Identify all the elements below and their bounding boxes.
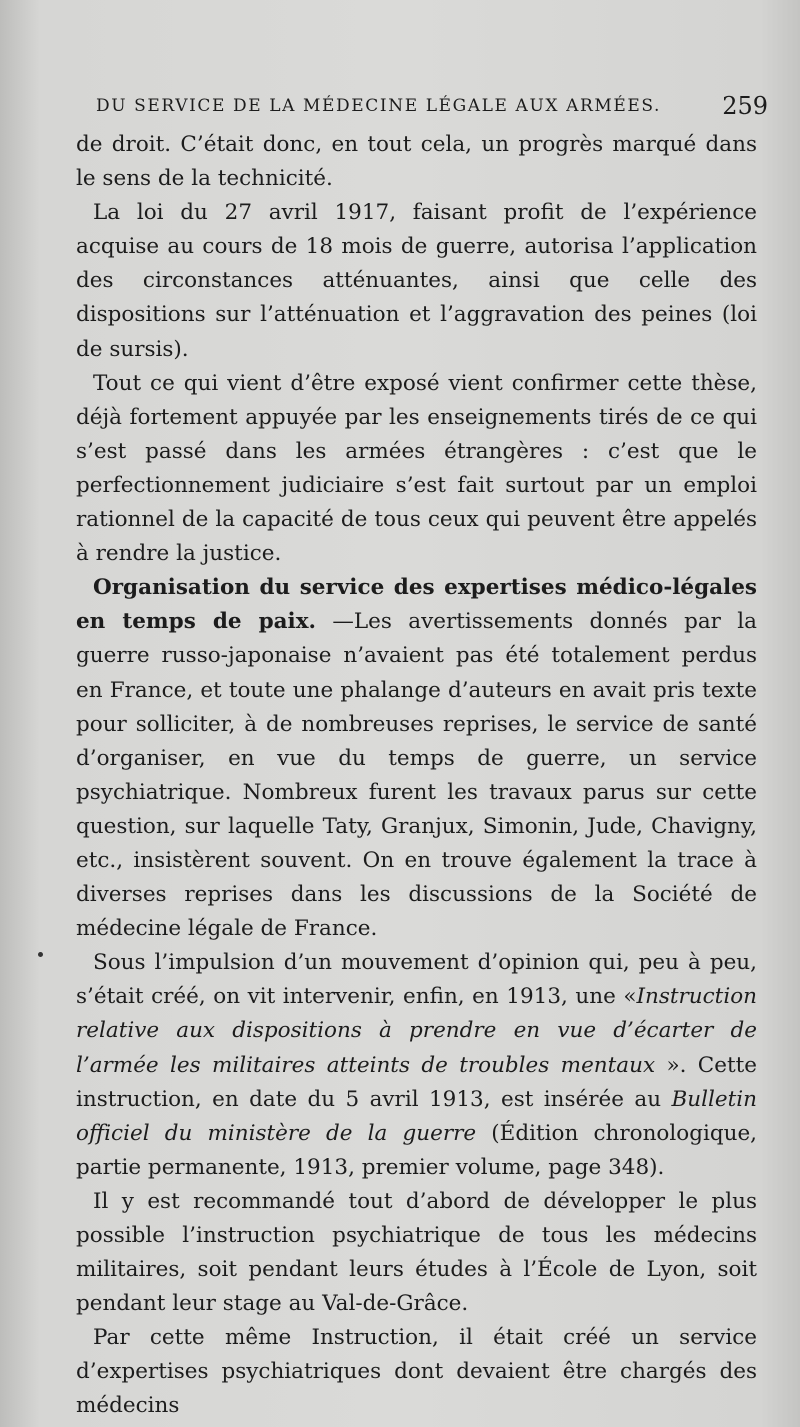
paragraph-5	[76, 946, 757, 1185]
paragraph-2: La loi du 27 avril 1917, faisant profit de l’expérience acquise au cours de 18 mois de guerre, autorisa l’application des circonstances atténuantes, ainsi que celle des dispositions sur l’atténuation et l’aggravation des peines (loi de sursis).	[76, 200, 757, 362]
paragraph-6: Il y est recommandé tout d’abord de développer le plus possible l’instruction psychiatrique de tous les médecins militaires, soit pendant leurs études à l’École de Lyon, soit pendant leur stage au Val-de-Grâce.	[76, 1188, 757, 1317]
paragraph-5-text-a: Sous l’impulsion d’un mouvement d’opinion qui, peu à peu, s’était créé, on vit intervenir, enfin, en 1913, une «	[76, 950, 757, 1010]
running-header	[96, 92, 768, 124]
page-number: 259	[722, 92, 768, 120]
paragraph-1: de droit. C’était donc, en tout cela, un progrès marqué dans le sens de la technicité.	[76, 132, 757, 192]
paragraph-7: Par cette même Instruction, il était créé un service d’expertises psychiatriques dont devaient être chargés des médecins	[76, 1325, 757, 1419]
paragraph-5-text-c: (Édition chronologique, partie permanente, 1913, premier volume, page 348).	[76, 1120, 758, 1180]
body-text	[76, 128, 757, 1424]
margin-mark	[38, 952, 43, 957]
section-heading: Organisation du service des expertises médico-légales en temps de paix.	[76, 575, 757, 635]
instruction-title: Instruction relative aux dispositions à prendre en vue d’écarter de l’armée les militaires atteints de troubles mentaux	[76, 984, 757, 1078]
paragraph-4-text: —Les avertissements donnés par la guerre russo-japonaise n’avaient pas été totalement perdus en France, et toute une phalange d’auteurs en avait pris texte pour solliciter, à de nombreuses reprises, le service de santé d’organiser, en vue du temps de guerre, un service psychiatrique. Nombreux furent les travaux parus sur cette question, sur laquelle Taty, Granjux, Simonin, Jude, Chavigny, etc., insistèrent souvent. On en trouve également la trace à diverses reprises dans les discussions de la Société de médecine légale de France.	[76, 609, 757, 942]
bulletin-title: Bulletin officiel du ministère de la guerre	[76, 1086, 757, 1146]
paragraph-3: Tout ce qui vient d’être exposé vient confirmer cette thèse, déjà fortement appuyée par les enseignements tirés de ce qui s’est passé dans les armées étrangères : c’est que le perfectionnement judiciaire s’est fait surtout par un emploi rationnel de la capacité de tous ceux qui peuvent être appelés à rendre la justice.	[76, 370, 757, 567]
paragraph-4	[76, 571, 757, 946]
paragraph-5-text-b: ». Cette instruction, en date du 5 avril 1913, est insérée au	[76, 1052, 757, 1112]
running-title: DU SERVICE DE LA MÉDECINE LÉGALE AUX ARMÉES.	[96, 96, 662, 116]
